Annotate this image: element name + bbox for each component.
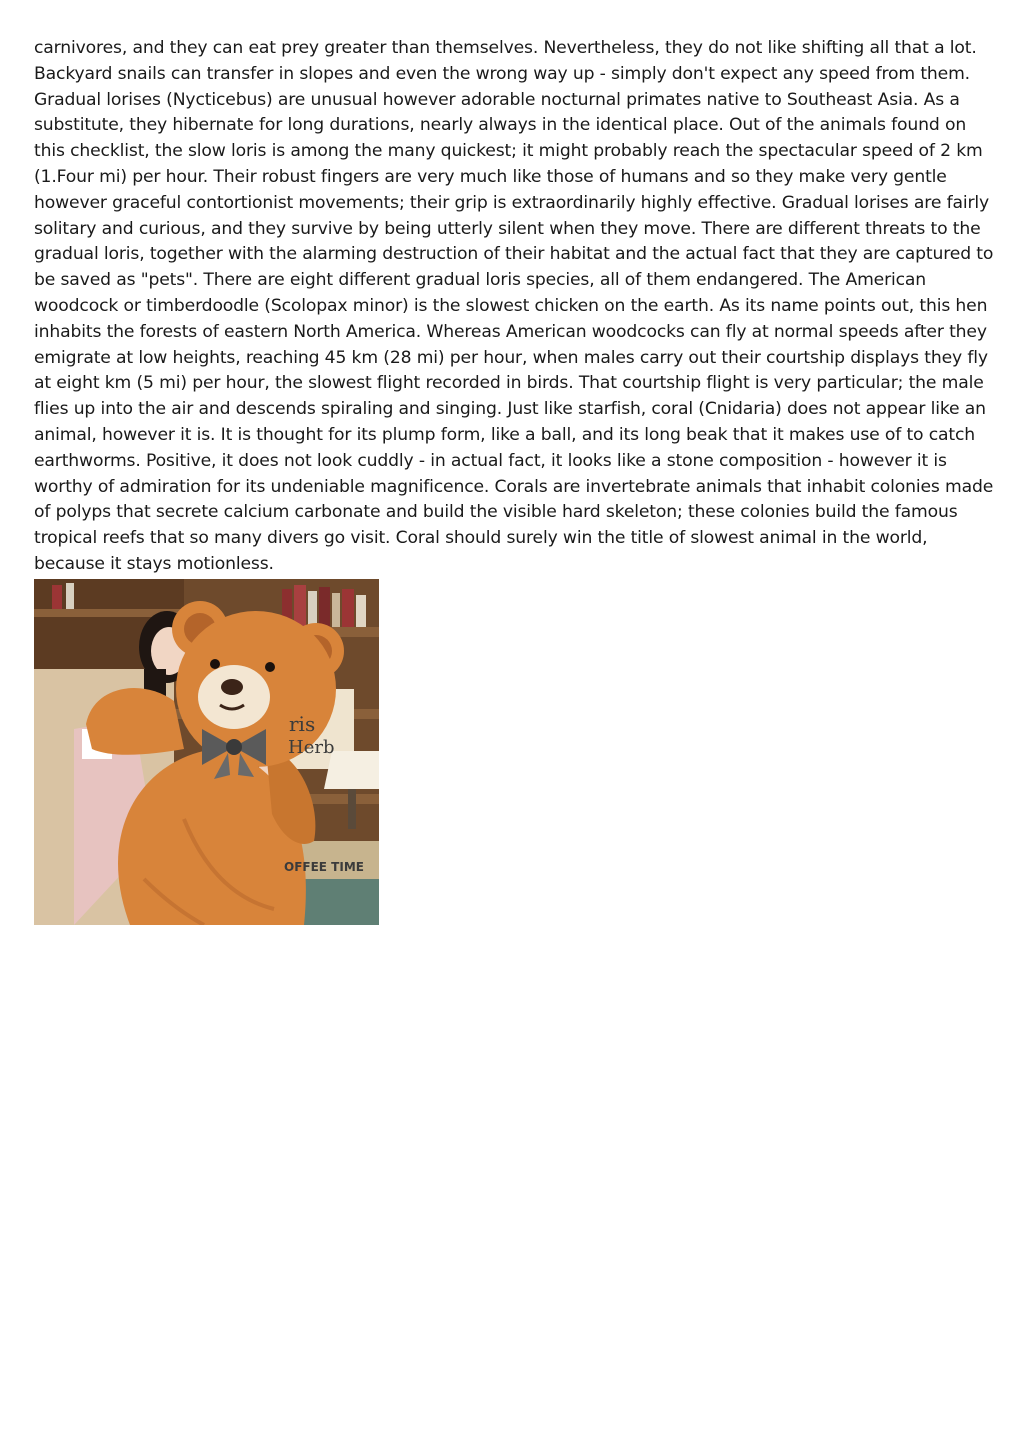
- sign-text-3: OFFEE TIME: [284, 860, 364, 874]
- document-page: [34, 36, 994, 578]
- sign-text-1: ris: [289, 712, 316, 736]
- sign-text-2: Herb: [288, 737, 335, 758]
- teddy-bear-photo: [34, 579, 379, 925]
- article-paragraph: carnivores, and they can eat prey greater than themselves. Nevertheless, they do not like shifting all that a lot. Backyard snails can transfer in slopes and even the wrong way up - simply don't expect any speed from them. Gradual lorises (Nycticebus) are unusual however adorable nocturnal primates native to Southeast Asia. As a substitute, they hibernate for long durations, nearly always in the identical place. Out of the animals found on this checklist, the slow loris is among the many quickest; it might probably reach the spectacular speed of 2 km (1.Four mi) per hour. Their robust fingers are very much like those of humans and so they make very gentle however graceful contortionist movements; their grip is extraordinarily highly effective. Gradual lorises are fairly solitary and curious, and they survive by being utterly silent when they move. There are different threats to the gradual loris, together with the alarming destruction of their habitat and the actual fact that they are captured to be saved as "pets". There are eight different gradual loris species, all of them endangered. The American woodcock or timberdoodle (Scolopax minor) is the slowest chicken on the earth. As its name points out, this hen inhabits the forests of eastern North America. Whereas American woodcocks can fly at normal speeds after they emigrate at low heights, reaching 45 km (28 mi) per hour, when males carry out their courtship displays they fly at eight km (5 mi) per hour, the slowest flight recorded in birds. That courtship flight is very particular; the male flies up into the air and descends spiraling and singing. Just like starfish, coral (Cnidaria) does not appear like an animal, however it is. It is thought for its plump form, like a ball, and its long beak that it makes use of to catch earthworms. Positive, it does not look cuddly - in actual fact, it looks like a stone composition - however it is worthy of admiration for its undeniable magnificence. Corals are invertebrate animals that inhabit colonies made of polyps that secrete calcium carbonate and build the visible hard skeleton; these colonies build the famous tropical reefs that so many divers go visit. Coral should surely win the title of slowest animal in the world, because it stays motionless.: [34, 38, 994, 574]
